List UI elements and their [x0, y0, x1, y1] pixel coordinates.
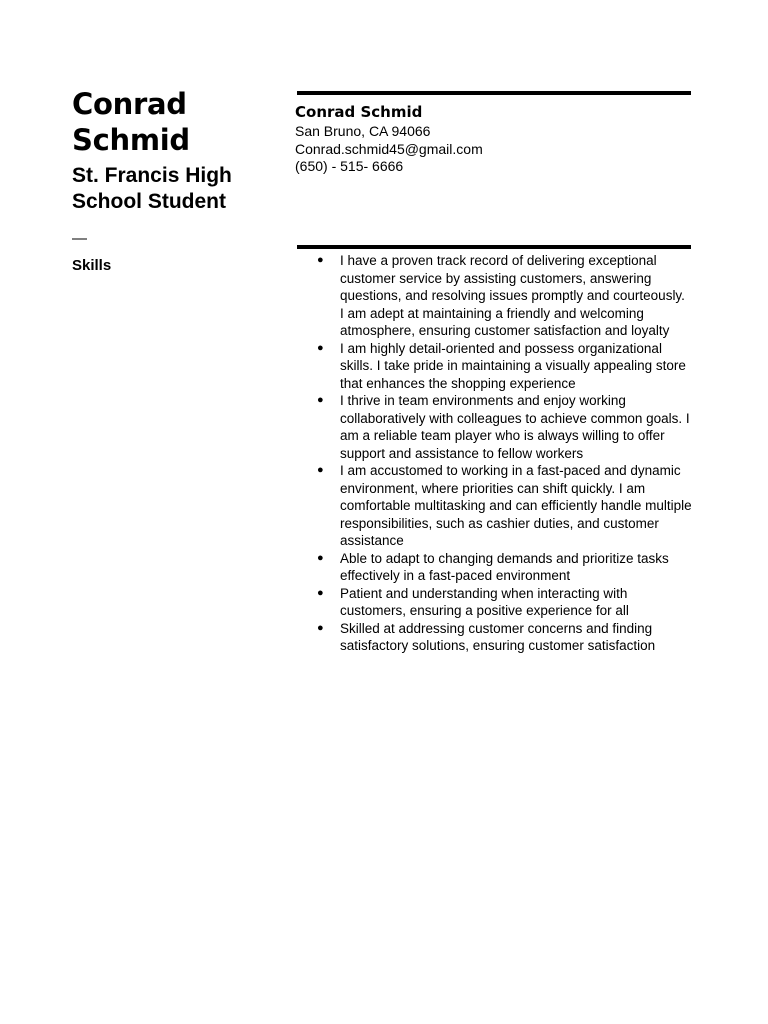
bullet-icon: ●: [317, 394, 324, 406]
skill-text: I thrive in team environments and enjoy working collaboratively with colleagues to achieve common goals. I am a reliable team player who is always willing to offer support and assistance to fellow workers: [340, 393, 690, 461]
top-divider: [297, 91, 691, 95]
skill-text: I am highly detail-oriented and possess organizational skills. I take pride in maintaining a visually appealing store that enhances the shopping experience: [340, 340, 686, 391]
skills-heading: Skills: [72, 257, 112, 274]
skill-text: Able to adapt to changing demands and prioritize tasks effectively in a fast-paced environment: [340, 550, 669, 583]
bullet-icon: ●: [317, 551, 324, 564]
contact-email: Conrad.schmid45@gmail.com: [295, 140, 483, 157]
bullet-icon: ●: [317, 464, 324, 476]
bullet-icon: ●: [317, 254, 324, 266]
skills-divider: [297, 245, 691, 249]
contact-phone: (650) - 515- 6666: [295, 158, 404, 174]
bullet-icon: ●: [317, 621, 324, 634]
skill-text: I have a proven track record of delivering exceptional customer service by assisting customers, answering questions, and resolving issues promptly and courteously. I am adept at maintaining a friendly and welcoming atmosphere, ensuring customer satisfaction and loyalty: [340, 253, 685, 338]
contact-name: Conrad Schmid: [295, 103, 423, 121]
bullet-icon: ●: [317, 586, 324, 599]
skill-text: I am accustomed to working in a fast-paced and dynamic environment, where priorities can shift quickly. I am comfortable multitasking and can efficiently handle multiple responsibilities, such as cashier duties, and customer assistance: [340, 463, 692, 548]
resume-name: Conrad Schmid: [72, 87, 190, 157]
skill-text: Skilled at addressing customer concerns and finding satisfactory solutions, ensuring customer satisfaction: [340, 620, 656, 653]
skill-item: [317, 585, 692, 620]
skill-item: [317, 550, 692, 585]
skill-text: Patient and understanding when interacting with customers, ensuring a positive experience for all: [340, 585, 629, 618]
skills-list: [317, 252, 692, 655]
skill-item: [317, 340, 692, 393]
resume-subtitle: St. Francis High School Student: [72, 164, 232, 213]
contact-address: San Bruno, CA 94066: [295, 123, 431, 139]
skill-item: [317, 462, 692, 550]
skill-item: [317, 620, 692, 655]
skill-item: [317, 252, 692, 340]
skill-item: [317, 392, 692, 462]
section-dash: —: [72, 230, 87, 247]
contact-block: [295, 103, 691, 176]
bullet-icon: ●: [317, 341, 324, 354]
